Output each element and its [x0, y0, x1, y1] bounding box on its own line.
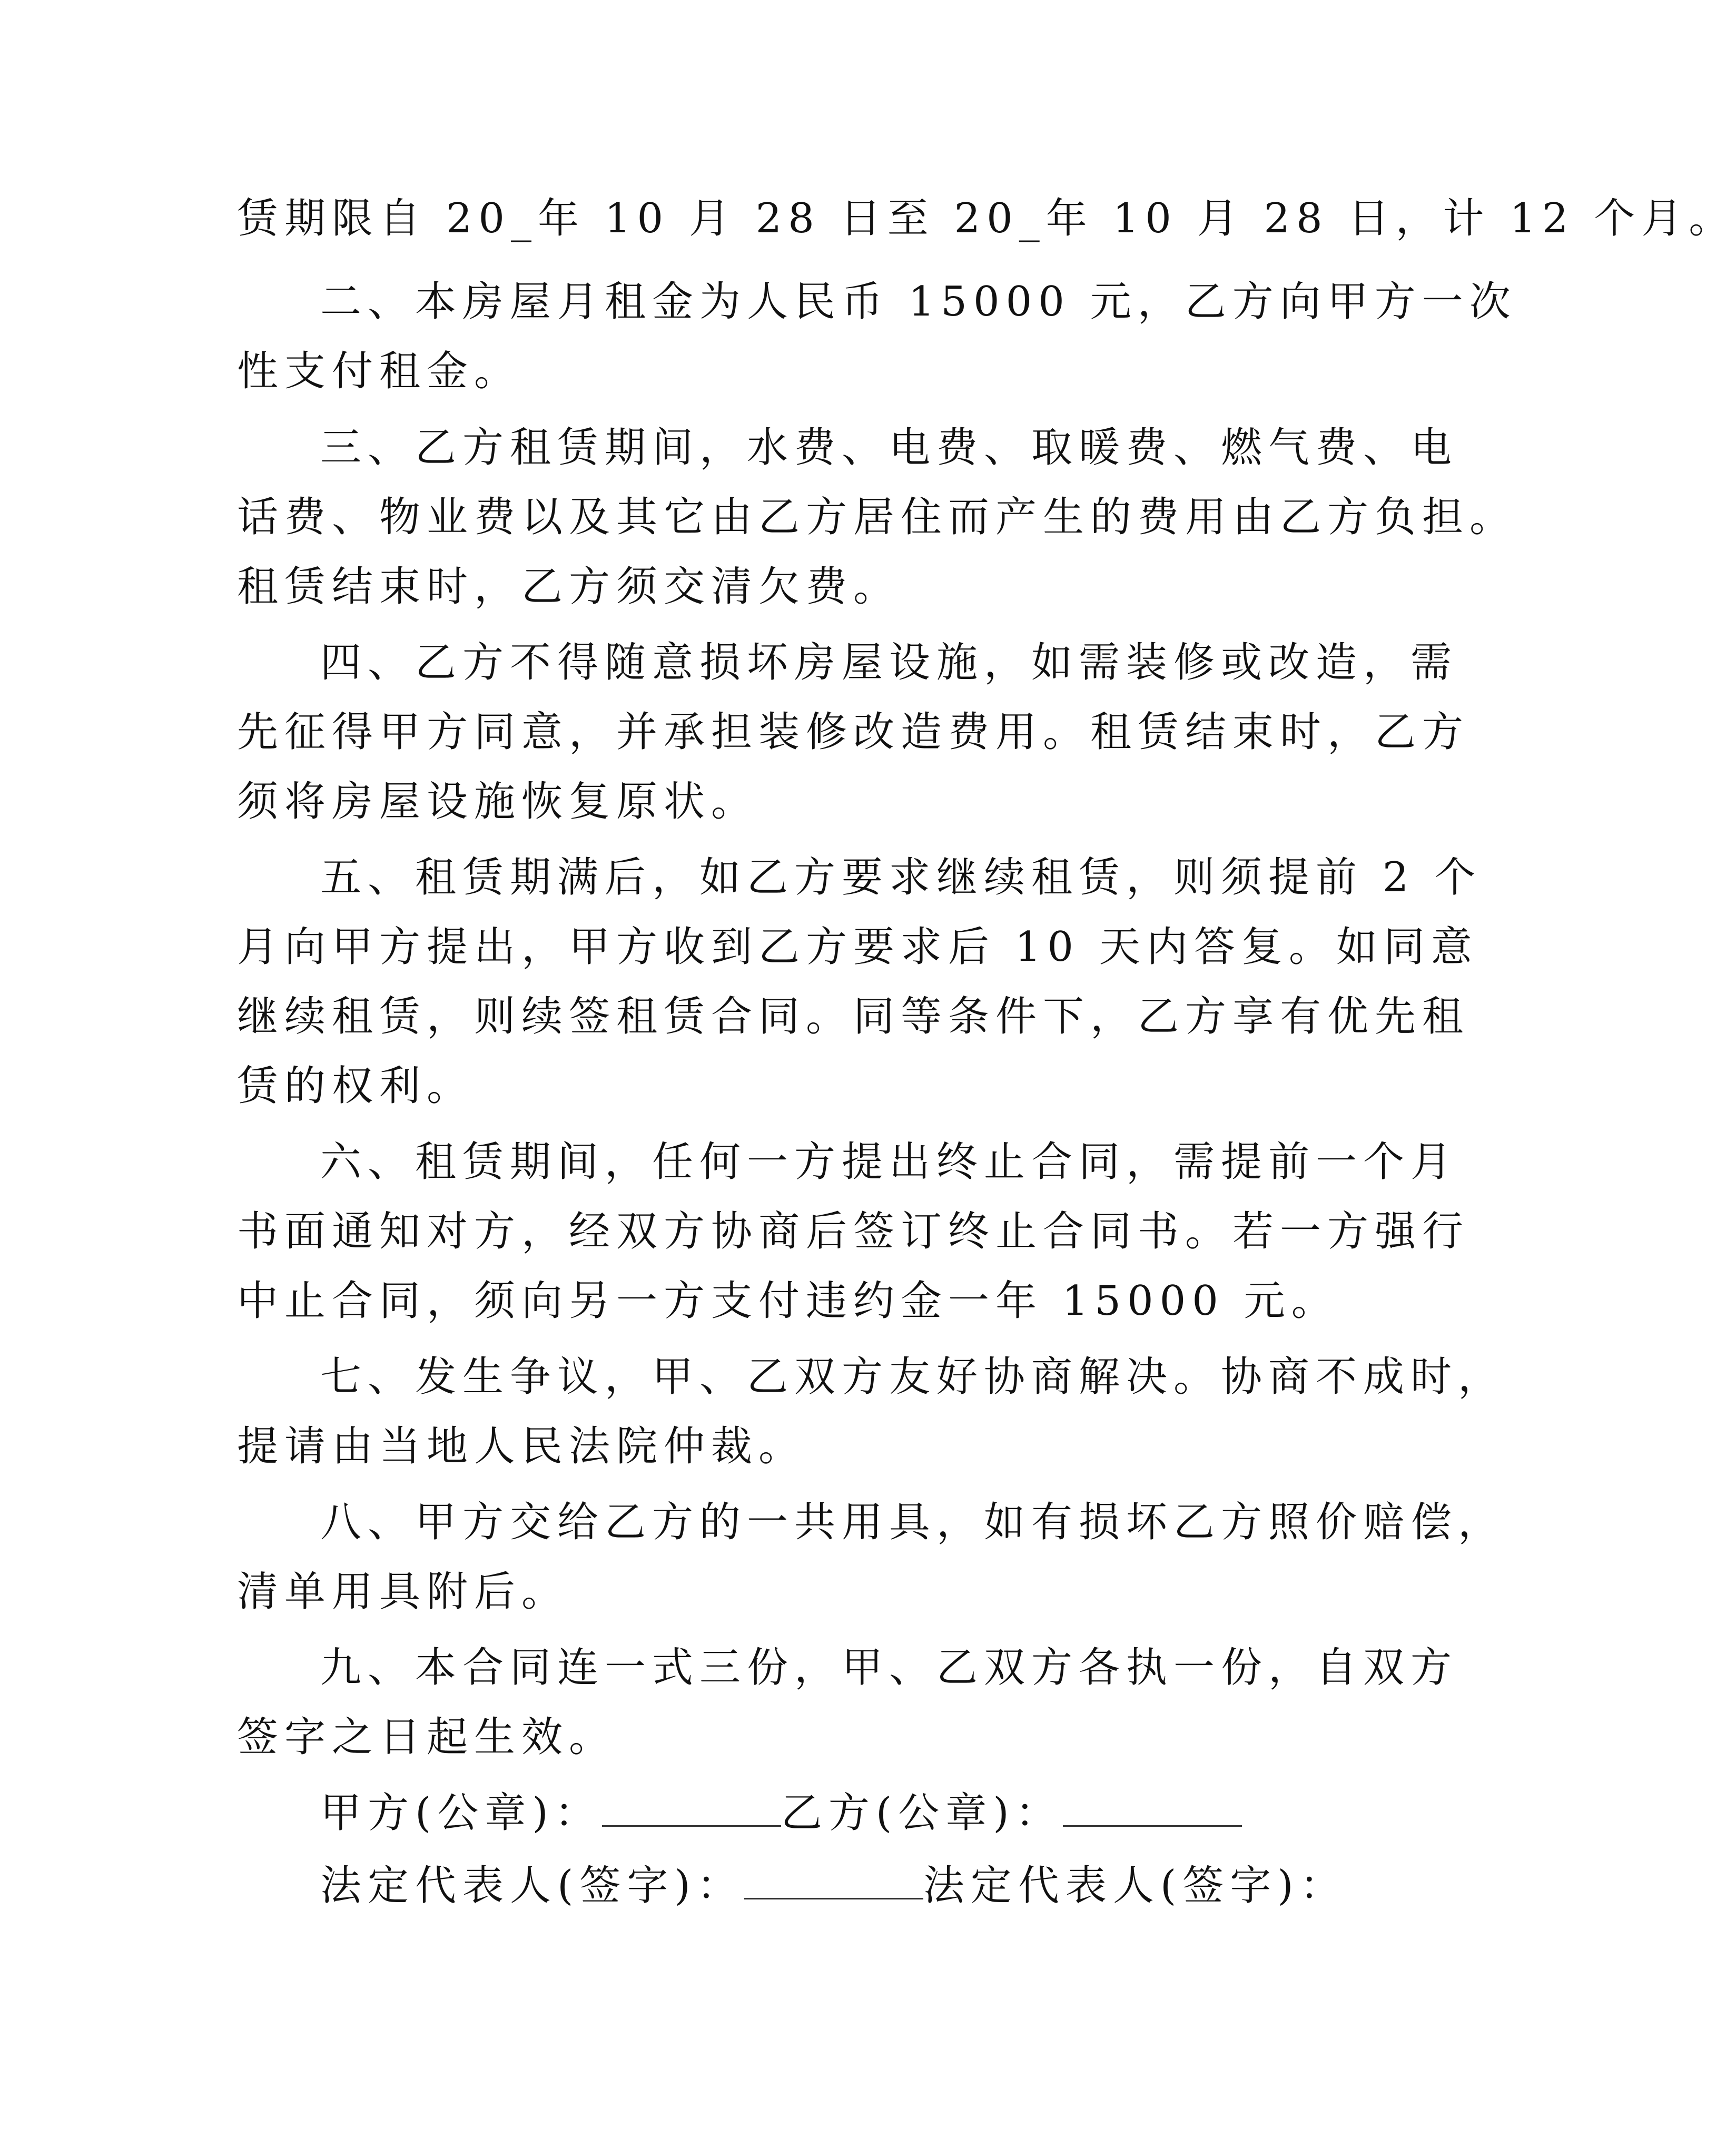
rep-b-label: 法定代表人(签字)：: [923, 1862, 1347, 1909]
party-b-seal-blank[interactable]: [1063, 1788, 1242, 1827]
text-line: 签字之日起生效。: [237, 1714, 617, 1761]
text-line: 赁期限自 20_年 10 月 28 日至 20_年 10 月 28 日，计 12 个月。: [237, 195, 1736, 242]
representative-signature-line: [320, 1859, 1437, 1912]
seal-signature-line: [320, 1787, 1437, 1839]
text-line: 清单用具附后。: [237, 1568, 569, 1616]
text-line: 提请由当地人民法院仲裁。: [237, 1423, 806, 1470]
text-line: 中止合同，须向另一方支付违约金一年 15000 元。: [237, 1277, 1339, 1325]
text-line: 八、甲方交给乙方的一共用具，如有损坏乙方照价赔偿，: [320, 1499, 1506, 1546]
rep-a-label: 法定代表人(签字)：: [320, 1862, 744, 1909]
rep-a-blank[interactable]: [744, 1861, 923, 1899]
text-line: 性支付租金。: [237, 348, 522, 395]
text-line: 三、乙方租赁期间，水费、电费、取暖费、燃气费、电: [320, 424, 1458, 471]
party-b-seal-label: 乙方(公章)：: [781, 1789, 1063, 1837]
party-a-seal-label: 甲方(公章)：: [320, 1789, 602, 1837]
text-line: 五、租赁期满后，如乙方要求继续租赁，则须提前 2 个: [320, 854, 1482, 901]
text-line: 须将房屋设施恢复原状。: [237, 778, 759, 825]
text-line: 书面通知对方，经双方协商后签订终止合同书。若一方强行: [237, 1208, 1470, 1255]
text-line: 先征得甲方同意，并承担装修改造费用。租赁结束时，乙方: [237, 708, 1470, 756]
text-line: 七、发生争议，甲、乙双方友好协商解决。协商不成时，: [320, 1353, 1506, 1401]
text-line: 四、乙方不得随意损坏房屋设施，如需装修或改造，需: [320, 639, 1458, 686]
text-line: 话费、物业费以及其它由乙方居住而产生的费用由乙方负担。: [237, 494, 1517, 541]
text-line: 租赁结束时，乙方须交清欠费。: [237, 563, 901, 611]
text-line: 九、本合同连一式三份，甲、乙双方各执一份，自双方: [320, 1644, 1458, 1691]
text-line: 二、本房屋月租金为人民币 15000 元，乙方向甲方一次: [320, 278, 1517, 326]
party-a-seal-blank[interactable]: [602, 1788, 781, 1827]
text-line: 继续租赁，则续签租赁合同。同等条件下，乙方享有优先租: [237, 993, 1470, 1040]
text-line: 赁的权利。: [237, 1062, 475, 1110]
text-line: 月向甲方提出，甲方收到乙方要求后 10 天内答复。如同意: [237, 923, 1478, 971]
text-line: 六、租赁期间，任何一方提出终止合同，需提前一个月: [320, 1138, 1458, 1186]
